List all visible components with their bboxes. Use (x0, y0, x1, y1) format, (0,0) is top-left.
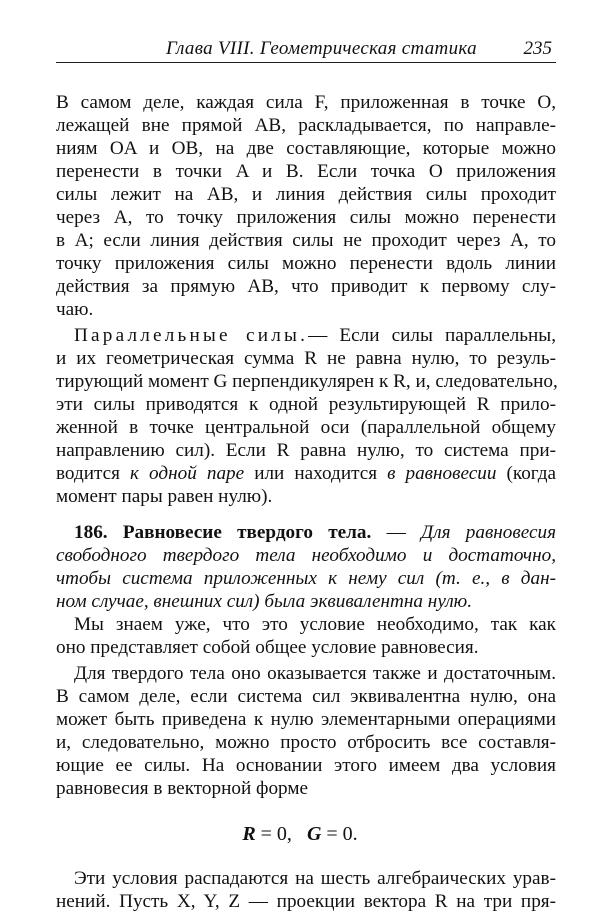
formula-part: = 0, (255, 823, 292, 845)
text-line: тирующий момент G перпендикулярен к R, и, следовательно, (56, 371, 558, 392)
text-line: направлению сил). Если R равна нулю, то система при- (56, 440, 556, 461)
dash: — (371, 522, 422, 543)
italic-run: в равновесии (387, 463, 497, 484)
equilibrium-formula (0, 821, 600, 847)
running-header (56, 34, 556, 63)
section-title: 186. Равновесие твердого тела. (74, 522, 372, 543)
text-line: перенести в точки A и B. Если точка O приложения (56, 161, 556, 182)
text-line: В самом деле, если система сил эквивалентна нулю, она (56, 686, 556, 707)
vector-R: R (242, 823, 256, 845)
text-line: точку приложения силы можно перенести вдоль линии (56, 253, 556, 274)
text-line: силы лежит на AB, и линия действия силы проходит (56, 184, 556, 205)
text-line: может быть приведена к нулю элементарными операциями (56, 709, 556, 730)
text-line: лежащей вне прямой AB, раскладывается, по направле- (56, 115, 556, 136)
italic-run: свободного твердого тела необходимо и достаточно, (56, 545, 556, 566)
text-line: и, следовательно, можно просто отбросить все составля- (56, 732, 556, 753)
text-line: нений. Пусть X, Y, Z — проекции вектора R на три пря- (56, 891, 556, 912)
text-line: момент пары равен нулю). (56, 486, 273, 507)
text-line: В самом деле, каждая сила F, приложенная в точке O, (56, 92, 556, 113)
theorem-line (56, 589, 556, 614)
chapter-title: Глава VIII. Геометрическая статика (166, 38, 477, 59)
italic-run: ном случае, внешних сил) была эквивалентна нулю. (56, 591, 473, 612)
text-line: Эти условия распадаются на шесть алгебраических урав- (74, 868, 556, 889)
text-line: действия за прямую AB, что приводит к первому слу- (56, 276, 556, 297)
formula-part: = 0. (321, 823, 358, 845)
section-heading-line (74, 520, 556, 545)
text-line: чаю. (56, 299, 94, 320)
text-line: ниям OA и OB, на две составляющие, которые можно (56, 138, 556, 159)
text-line: Для твердого тела оно оказывается также и достаточным. (74, 663, 556, 684)
heading-continuation: — Если силы параллельны, (308, 325, 556, 346)
text-line: женной в точке центральной оси (параллельной общему (56, 417, 556, 438)
italic-run: чтобы система приложенных к нему сил (т. е., в дан- (56, 568, 556, 589)
theorem-line (56, 566, 556, 591)
spaced-heading: Параллельные силы. (74, 325, 309, 346)
text-line-mixed (56, 461, 556, 486)
text-line: Мы знаем уже, что это условие необходимо, так как (74, 614, 556, 635)
text-line: эти силы приводятся к одной результирующей R прило- (56, 394, 556, 415)
text-run: или находится (244, 463, 388, 484)
paragraph-heading-line (74, 323, 556, 348)
page-number: 235 (523, 38, 552, 59)
text-line: через A, то точку приложения силы можно перенести (56, 207, 556, 228)
theorem-line (56, 543, 556, 568)
italic-run: к одной паре (130, 463, 245, 484)
theorem-text: Для равновесия (421, 522, 557, 543)
text-run: водится (56, 463, 131, 484)
vector-G: G (306, 823, 322, 845)
text-line: равновесия в векторной форме (56, 778, 309, 799)
text-line: и их геометрическая сумма R не равна нулю, то резуль- (56, 348, 556, 369)
text-run: (когда (496, 463, 556, 484)
text-line: в A; если линия действия силы не проходит через A, то (56, 230, 556, 251)
text-line: ющие ее силы. На основании этого имеем два условия (56, 755, 556, 776)
text-line: оно представляет собой общее условие равновесия. (56, 637, 479, 658)
